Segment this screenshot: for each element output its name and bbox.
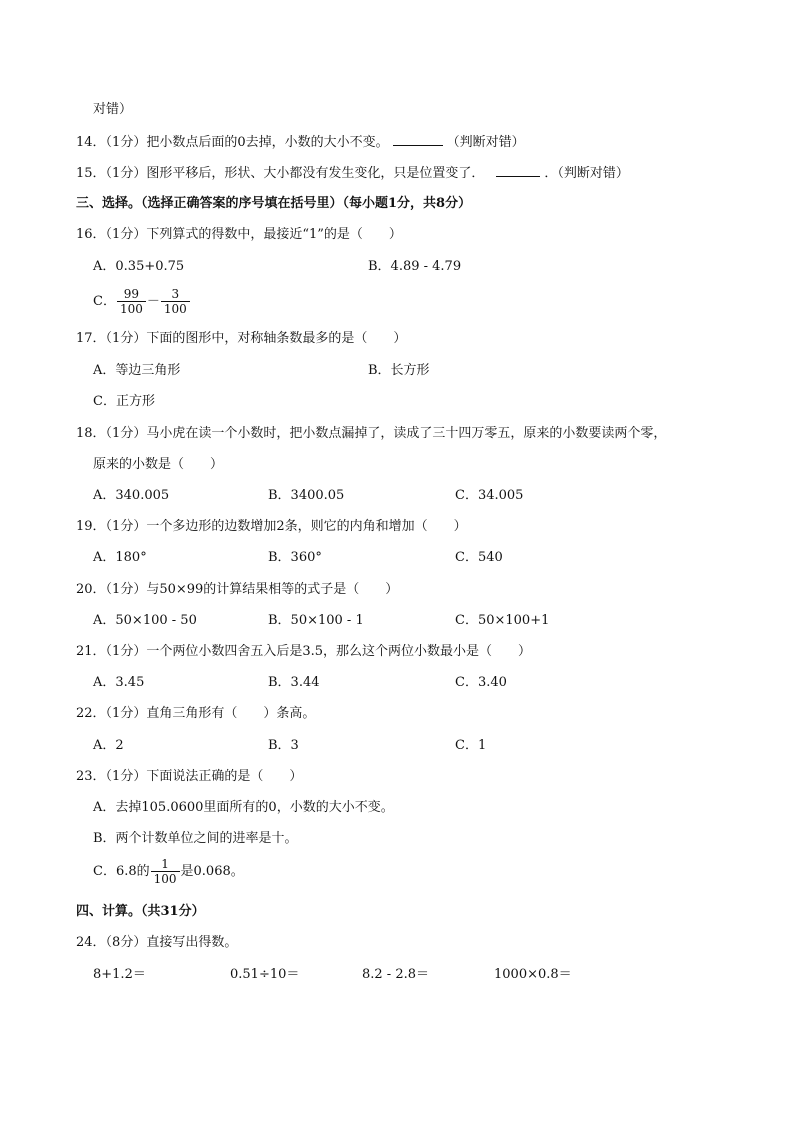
option-a[interactable]: A．180° — [93, 550, 147, 565]
fraction — [117, 287, 146, 317]
option-c[interactable] — [93, 285, 191, 319]
answer-blank[interactable] — [393, 133, 443, 146]
option-b[interactable]: B．360° — [268, 550, 322, 565]
option-a[interactable]: A．3.45 — [93, 675, 145, 690]
option-b[interactable]: B．50×100 - 1 — [268, 613, 364, 628]
fraction-numerator: 1 — [151, 857, 180, 872]
option-b[interactable]: B．两个计数单位之间的进率是十。 — [93, 831, 298, 846]
question-18-continued: 原来的小数是（ ） — [93, 457, 224, 472]
fraction-denominator: 100 — [119, 301, 143, 316]
fraction-numerator: 3 — [161, 287, 190, 302]
option-label: C． — [93, 294, 116, 309]
calc-item-3: 8.2 - 2.8＝ — [362, 967, 430, 982]
fraction — [161, 287, 190, 317]
option-text-pre: C．6.8的 — [93, 864, 150, 879]
section-3-heading: 三、选择。（选择正确答案的序号填在括号里）（每小题1分，共8分） — [76, 196, 472, 211]
option-c[interactable]: C．34.005 — [455, 488, 524, 503]
fraction-denominator: 100 — [153, 871, 177, 886]
option-b[interactable]: B．3 — [268, 738, 299, 753]
option-a[interactable]: A．等边三角形 — [93, 363, 181, 378]
fraction — [151, 857, 180, 887]
option-a[interactable]: A．去掉105.0600里面所有的0，小数的大小不变。 — [93, 800, 394, 815]
option-b[interactable]: B．长方形 — [368, 363, 430, 378]
question-18: 18．（1分）马小虎在读一个小数时，把小数点漏掉了，读成了三十四万零五，原来的小数要读两个零， — [76, 426, 667, 441]
question-19: 19．（1分）一个多边形的边数增加2条，则它的内角和增加（ ） — [76, 519, 467, 534]
question-24: 24．（8分）直接写出得数。 — [76, 935, 238, 950]
option-a[interactable]: A．2 — [93, 738, 124, 753]
option-c[interactable] — [93, 855, 244, 889]
option-c[interactable]: C．50×100+1 — [455, 613, 550, 628]
question-14 — [76, 133, 525, 152]
question-21: 21．（1分）一个两位小数四舍五入后是3.5，那么这个两位小数最小是（ ） — [76, 644, 531, 659]
question-text: 15．（1分）图形平移后，形状、大小都没有发生变化，只是位置变了． — [76, 166, 485, 181]
option-a[interactable]: A．0.35+0.75 — [93, 259, 185, 274]
calc-item-1: 8+1.2＝ — [93, 967, 146, 982]
minus-sign: － — [146, 294, 160, 309]
option-b[interactable]: B．4.89 - 4.79 — [368, 259, 462, 274]
option-text-post: 是0.068。 — [180, 864, 244, 879]
option-c[interactable]: C．540 — [455, 550, 503, 565]
continued-text: 对错） — [93, 102, 133, 117]
question-23: 23．（1分）下面说法正确的是（ ） — [76, 769, 303, 784]
question-tail: ．（判断对错） — [544, 166, 629, 181]
fraction-denominator: 100 — [163, 301, 187, 316]
question-22: 22．（1分）直角三角形有（ ）条高。 — [76, 706, 316, 721]
calc-item-4: 1000×0.8＝ — [494, 967, 572, 982]
question-tail: （判断对错） — [446, 135, 525, 150]
question-16: 16．（1分）下列算式的得数中，最接近“1”的是（ ） — [76, 227, 402, 242]
option-b[interactable]: B．3.44 — [268, 675, 320, 690]
option-a[interactable]: A．50×100 - 50 — [93, 613, 197, 628]
fraction-numerator: 99 — [117, 287, 146, 302]
question-15 — [76, 164, 629, 183]
section-4-heading: 四、计算。（共31分） — [76, 904, 205, 919]
answer-blank[interactable] — [496, 164, 540, 177]
option-c[interactable]: C．正方形 — [93, 394, 155, 409]
question-text: 14．（1分）把小数点后面的0去掉，小数的大小不变。 — [76, 135, 389, 150]
option-b[interactable]: B．3400.05 — [268, 488, 345, 503]
question-20: 20．（1分）与50×99的计算结果相等的式子是（ ） — [76, 582, 399, 597]
question-17: 17．（1分）下面的图形中，对称轴条数最多的是（ ） — [76, 331, 407, 346]
calc-item-2: 0.51÷10＝ — [230, 967, 300, 982]
option-c[interactable]: C．3.40 — [455, 675, 507, 690]
option-a[interactable]: A．340.005 — [93, 488, 170, 503]
option-c[interactable]: C．1 — [455, 738, 487, 753]
